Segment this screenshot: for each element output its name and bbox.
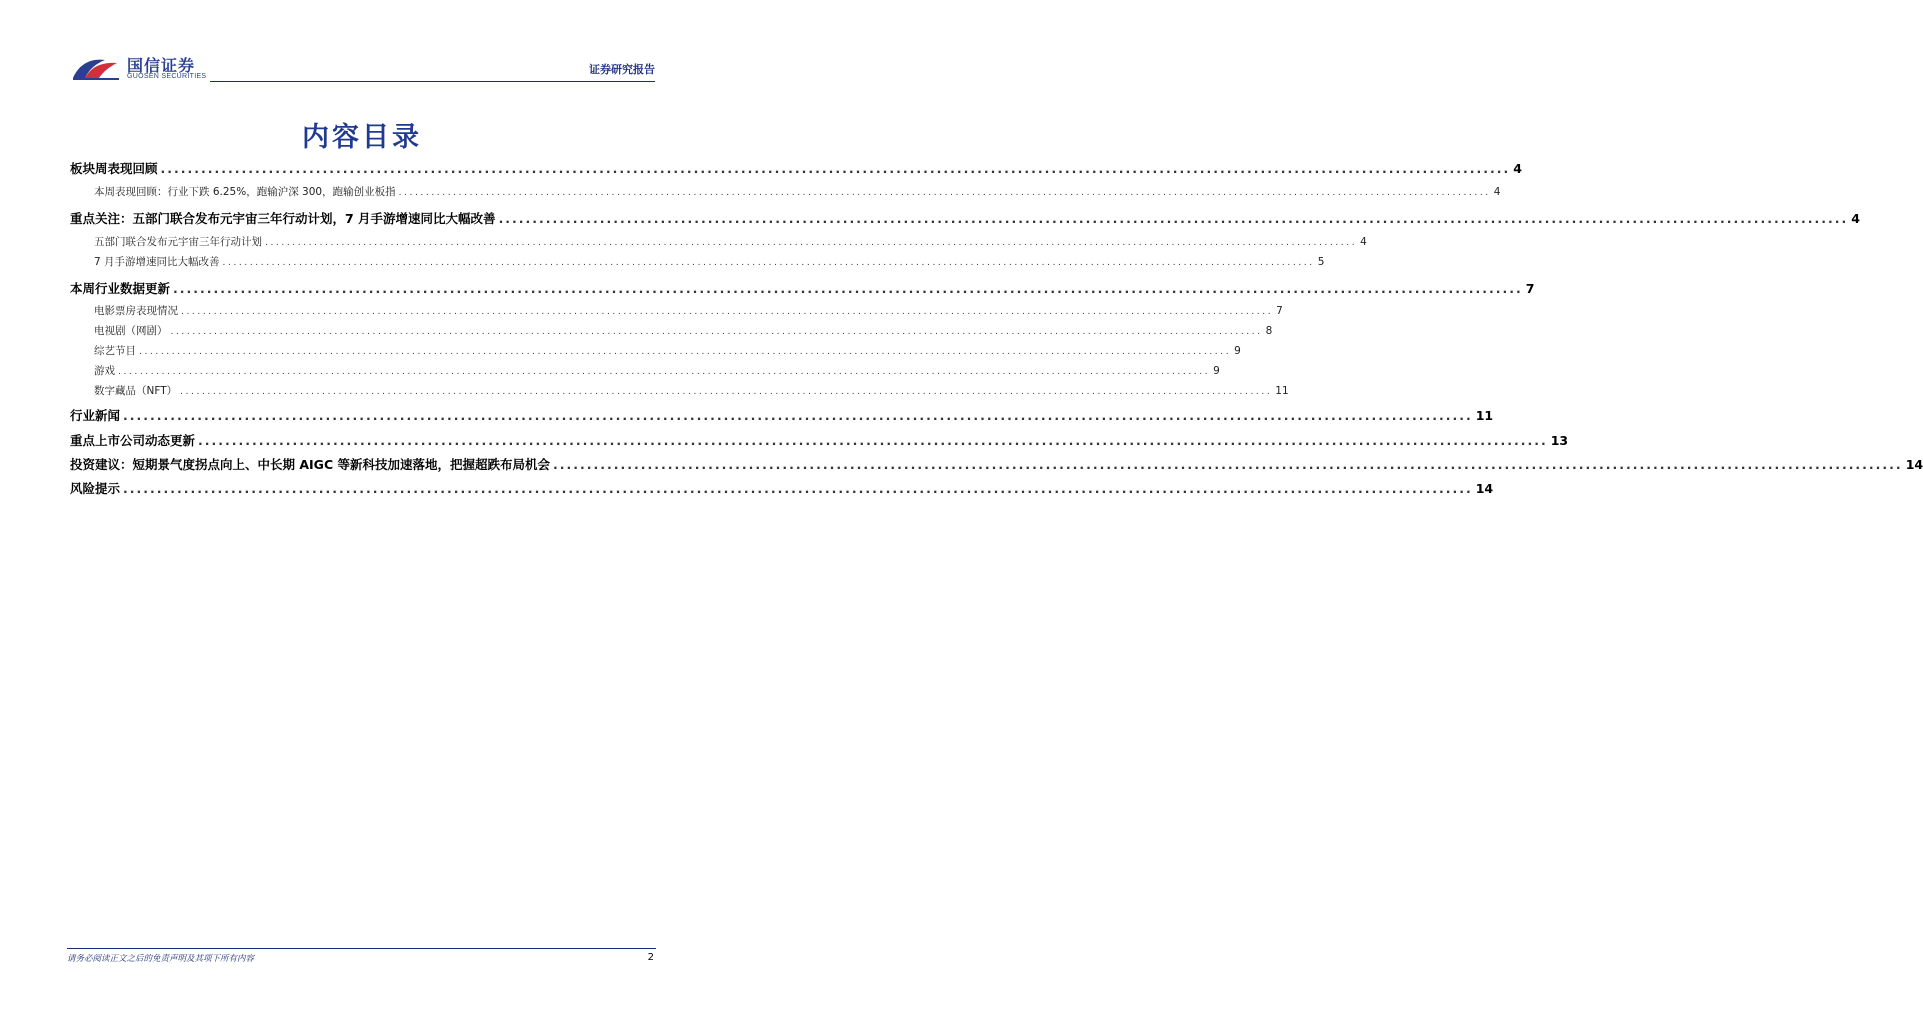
toc-entry[interactable] [70, 431, 1569, 449]
toc-dot-leader: ........................................................................................................................................................................................................ [170, 327, 1263, 337]
toc-entry-title: 本周表现回顾：行业下跌 6.25%，跑输沪深 300，跑输创业板指 [94, 186, 396, 198]
toc-entry-page: 13 [1550, 433, 1569, 448]
page-header [0, 0, 724, 90]
toc-entry[interactable] [70, 159, 1522, 177]
toc-dot-leader: ........................................................................................................................................................................................................ [222, 258, 1315, 268]
toc-entry[interactable] [94, 303, 1283, 318]
toc-entry-page: 7 [1276, 305, 1283, 317]
toc-dot-leader: ........................................................................................................................................................................................................ [123, 481, 1473, 496]
toc-entry[interactable] [70, 479, 1494, 497]
toc-entry-page: 11 [1475, 408, 1494, 423]
toc-entry[interactable] [94, 383, 1289, 398]
toc-dot-leader: ........................................................................................................................................................................................................ [265, 238, 1358, 248]
toc-entry-page: 4 [1513, 161, 1522, 176]
toc-entry-page: 4 [1493, 186, 1501, 198]
guosen-logo-icon [71, 54, 121, 82]
toc-entry[interactable] [70, 406, 1494, 424]
toc-entry-title: 重点上市公司动态更新 [70, 433, 196, 448]
toc-dot-leader: ........................................................................................................................................................................................................ [552, 457, 1903, 472]
toc-dot-leader: ........................................................................................................................................................................................................ [118, 367, 1211, 377]
toc-entry-title: 重点关注：五部门联合发布元宇宙三年行动计划，7 月手游增速同比大幅改善 [70, 211, 496, 226]
toc-entry-title: 7 月手游增速同比大幅改善 [94, 256, 220, 268]
toc-entry-page: 9 [1213, 365, 1220, 377]
toc-dot-leader: ........................................................................................................................................................................................................ [181, 307, 1274, 317]
toc-dot-leader: ........................................................................................................................................................................................................ [180, 387, 1273, 397]
toc-title: 内容目录 [302, 122, 422, 153]
footer-disclaimer: 请务必阅读正文之后的免责声明及其项下所有内容 [67, 954, 255, 964]
toc-entry-title: 电影票房表现情况 [94, 305, 178, 317]
toc-entry-page: 9 [1234, 345, 1241, 357]
toc-entry[interactable] [70, 279, 1535, 297]
header-divider [210, 81, 655, 82]
toc-entry-title: 本周行业数据更新 [70, 281, 171, 296]
guosen-logo [71, 52, 211, 86]
toc-dot-leader: ........................................................................................................................................................................................................ [198, 433, 1548, 448]
toc-entry-title: 综艺节目 [94, 345, 136, 357]
toc-dot-leader: ........................................................................................................................................................................................................ [139, 347, 1232, 357]
footer-divider [67, 948, 656, 949]
toc-entry-page: 11 [1275, 385, 1289, 397]
toc-entry-page: 14 [1905, 457, 1923, 472]
toc-entry-title: 板块周表现回顾 [70, 161, 158, 176]
toc-entry-page: 4 [1851, 211, 1860, 226]
toc-entry-page: 7 [1525, 281, 1535, 296]
toc-dot-leader: ........................................................................................................................................................................................................ [173, 281, 1523, 296]
toc-entry-page: 8 [1265, 325, 1273, 337]
toc-dot-leader: ........................................................................................................................................................................................................ [123, 408, 1473, 423]
toc-entry[interactable] [70, 209, 1860, 227]
toc-dot-leader: ........................................................................................................................................................................................................ [498, 211, 1849, 226]
toc-entry-title: 电视剧（网剧） [94, 325, 168, 337]
report-type-label: 证券研究报告 [589, 63, 655, 76]
toc-entry-title: 数字藏品（NFT） [94, 385, 178, 397]
toc-entry[interactable] [70, 455, 1923, 473]
toc-entry[interactable] [94, 343, 1241, 358]
toc-entry[interactable] [94, 254, 1325, 269]
page-number: 2 [647, 952, 654, 963]
toc-entry-title: 游戏 [94, 365, 115, 377]
toc-entry-page: 4 [1360, 236, 1367, 248]
toc-dot-leader: ........................................................................................................................................................................................................ [160, 161, 1511, 176]
toc-entry[interactable] [94, 363, 1220, 378]
toc-entry[interactable] [94, 234, 1367, 249]
brand-name-cn: 国信证券 [127, 56, 196, 75]
toc-entry-page: 14 [1475, 481, 1494, 496]
toc-entry[interactable] [94, 184, 1501, 199]
toc-entry[interactable] [94, 323, 1273, 338]
toc-entry-title: 投资建议：短期景气度拐点向上、中长期 AIGC 等新科技加速落地，把握超跌布局机会 [70, 457, 550, 472]
brand-name-en: GUOSEN SECURITIES [127, 73, 207, 80]
toc-entry-page: 5 [1317, 256, 1325, 268]
toc-entry-title: 风险提示 [70, 481, 121, 496]
toc-entry-title: 五部门联合发布元宇宙三年行动计划 [94, 236, 262, 248]
toc-dot-leader: ........................................................................................................................................................................................................ [398, 188, 1491, 198]
toc-entry-title: 行业新闻 [70, 408, 121, 423]
